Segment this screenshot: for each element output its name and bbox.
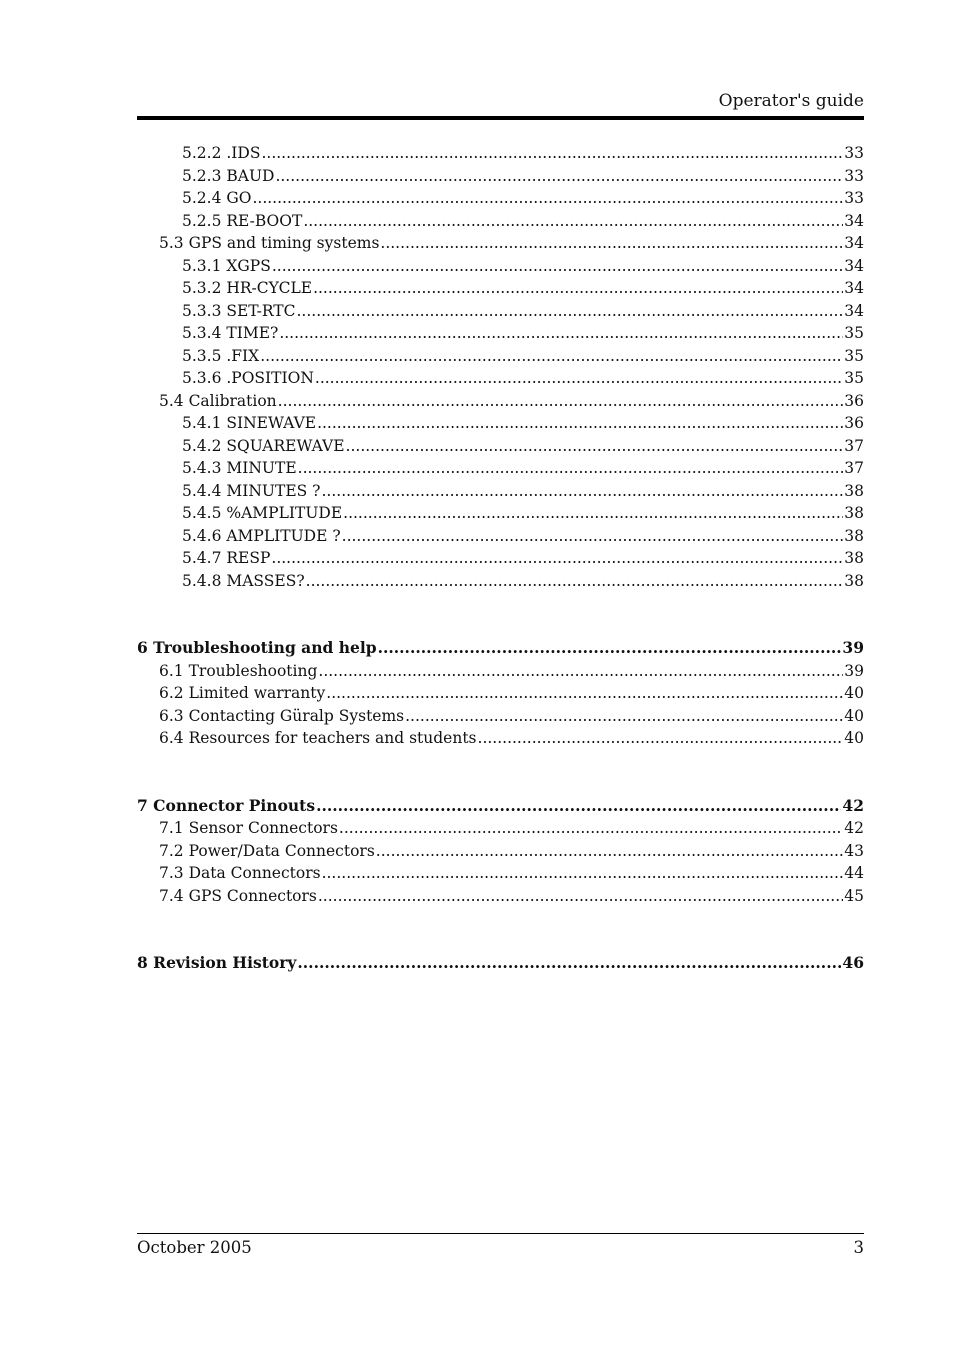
- toc-entry-7-3[interactable]: [137, 862, 864, 885]
- toc-entry-page: 33: [844, 144, 864, 162]
- toc-entry-5-4[interactable]: [137, 390, 864, 413]
- toc-entry-page: 40: [844, 706, 864, 725]
- toc-entry-page: 36: [844, 414, 864, 432]
- toc-entry-page: 38: [844, 504, 864, 522]
- toc-entry-label: 5.2.2 .IDS: [182, 144, 261, 162]
- toc-leader-dots: [318, 660, 843, 683]
- toc-entry-7-1[interactable]: [137, 817, 864, 840]
- table-of-contents: [137, 142, 864, 975]
- toc-leader-dots: [342, 525, 844, 548]
- toc-entry-page: 44: [844, 864, 864, 882]
- toc-leader-dots: [279, 322, 843, 345]
- toc-entry-page: 34: [844, 256, 864, 275]
- toc-entry-label: 5.3.6 .POSITION: [182, 369, 314, 387]
- toc-entry-page: 37: [844, 436, 864, 455]
- toc-entry-label: 7.1 Sensor Connectors: [159, 819, 338, 837]
- toc-entry-label: 5.4.7 RESP: [182, 549, 271, 567]
- toc-entry-label: 5.3.4 TIME?: [182, 324, 279, 342]
- toc-leader-dots: [296, 300, 843, 323]
- running-header-title: Operator's guide: [718, 91, 864, 111]
- toc-entry-5-2-2[interactable]: [137, 142, 864, 165]
- toc-leader-dots: [380, 232, 843, 255]
- toc-entry-5-3-1[interactable]: [137, 255, 864, 278]
- toc-entry-5-2-3[interactable]: [137, 165, 864, 188]
- toc-entry-6-1[interactable]: [137, 660, 864, 683]
- toc-entry-page: 43: [844, 841, 864, 860]
- toc-entry-label: 6 Troubleshooting and help: [137, 638, 377, 657]
- toc-entry-5-4-4[interactable]: [137, 480, 864, 503]
- toc-entry-5-4-1[interactable]: [137, 412, 864, 435]
- toc-entry-6-3[interactable]: [137, 705, 864, 728]
- toc-entry-label: 5.4.8 MASSES?: [182, 571, 305, 590]
- toc-entry-label: 5.4.4 MINUTES ?: [182, 481, 321, 500]
- toc-entry-page: 36: [844, 391, 864, 410]
- toc-leader-dots: [346, 435, 844, 458]
- toc-entry-5-2-5[interactable]: [137, 210, 864, 233]
- toc-leader-dots: [378, 637, 842, 660]
- toc-entry-page: 42: [842, 795, 864, 815]
- toc-entry-label: 5.2.5 RE-BOOT: [182, 211, 303, 230]
- toc-leader-dots: [271, 547, 843, 570]
- toc-chapter-7[interactable]: [137, 795, 864, 818]
- toc-entry-7-2[interactable]: [137, 840, 864, 863]
- toc-entry-label: 5.4.3 MINUTE: [182, 459, 297, 477]
- toc-entry-5-4-3[interactable]: [137, 457, 864, 480]
- toc-entry-label: 6.1 Troubleshooting: [159, 661, 318, 680]
- toc-entry-label: 6.3 Contacting Güralp Systems: [159, 706, 405, 725]
- toc-entry-label: 5.3.2 HR-CYCLE: [182, 279, 313, 297]
- toc-entry-label: 6.4 Resources for teachers and students: [159, 729, 477, 747]
- toc-leader-dots: [322, 862, 844, 885]
- toc-entry-label: 7.4 GPS Connectors: [159, 886, 317, 905]
- toc-entry-label: 6.2 Limited warranty: [159, 684, 326, 702]
- toc-entry-page: 38: [844, 549, 864, 567]
- toc-entry-page: 34: [844, 234, 864, 252]
- toc-entry-5-4-8[interactable]: [137, 570, 864, 593]
- toc-entry-label: 8 Revision History: [137, 953, 297, 972]
- toc-entry-page: 35: [844, 324, 864, 342]
- toc-leader-dots: [322, 480, 844, 503]
- toc-entry-page: 38: [844, 571, 864, 590]
- toc-leader-dots: [339, 817, 843, 840]
- toc-entry-page: 38: [844, 481, 864, 500]
- toc-leader-dots: [306, 570, 844, 593]
- toc-entry-5-3-3[interactable]: [137, 300, 864, 323]
- toc-entry-page: 46: [842, 953, 864, 972]
- toc-leader-dots: [313, 277, 843, 300]
- toc-entry-label: 5.4.6 AMPLITUDE ?: [182, 526, 341, 545]
- toc-entry-page: 38: [844, 526, 864, 545]
- toc-entry-label: 7 Connector Pinouts: [137, 795, 316, 815]
- toc-leader-dots: [298, 457, 844, 480]
- footer-rule: [137, 1233, 864, 1234]
- toc-leader-dots: [478, 727, 844, 750]
- toc-entry-page: 39: [842, 638, 864, 657]
- toc-leader-dots: [317, 412, 843, 435]
- toc-leader-dots: [297, 952, 841, 975]
- toc-leader-dots: [278, 390, 844, 413]
- toc-entry-page: 33: [844, 189, 864, 207]
- toc-entry-5-2-4[interactable]: [137, 187, 864, 210]
- toc-chapter-8[interactable]: [137, 952, 864, 975]
- toc-leader-dots: [272, 255, 843, 278]
- toc-entry-5-3-2[interactable]: [137, 277, 864, 300]
- toc-leader-dots: [303, 210, 843, 233]
- toc-leader-dots: [318, 885, 843, 908]
- toc-leader-dots: [261, 142, 843, 165]
- toc-entry-5-3-4[interactable]: [137, 322, 864, 345]
- toc-entry-label: 5.3.5 .FIX: [182, 346, 260, 365]
- header-rule: [137, 116, 864, 120]
- toc-entry-5-4-2[interactable]: [137, 435, 864, 458]
- toc-entry-label: 7.2 Power/Data Connectors: [159, 841, 375, 860]
- toc-entry-page: 40: [844, 684, 864, 702]
- section-spacer: [137, 592, 864, 637]
- toc-entry-page: 35: [844, 369, 864, 387]
- toc-leader-dots: [252, 187, 843, 210]
- toc-entry-page: 34: [844, 301, 864, 320]
- toc-entry-5-4-7[interactable]: [137, 547, 864, 570]
- toc-entry-label: 5.4 Calibration: [159, 391, 277, 410]
- toc-entry-label: 5.3 GPS and timing systems: [159, 234, 380, 252]
- toc-entry-page: 34: [844, 211, 864, 230]
- toc-entry-label: 5.3.1 XGPS: [182, 256, 271, 275]
- toc-entry-page: 40: [844, 729, 864, 747]
- toc-entry-5-3-6[interactable]: [137, 367, 864, 390]
- toc-leader-dots: [343, 502, 843, 525]
- toc-entry-page: 34: [844, 279, 864, 297]
- toc-entry-page: 35: [844, 346, 864, 365]
- toc-entry-page: 45: [844, 886, 864, 905]
- toc-leader-dots: [316, 795, 841, 818]
- toc-leader-dots: [275, 165, 843, 188]
- toc-entry-5-3[interactable]: [137, 232, 864, 255]
- toc-entry-label: 7.3 Data Connectors: [159, 864, 321, 882]
- toc-entry-label: 5.4.1 SINEWAVE: [182, 414, 317, 432]
- toc-entry-label: 5.2.3 BAUD: [182, 166, 275, 185]
- toc-entry-6-4[interactable]: [137, 727, 864, 750]
- footer-page-number: 3: [853, 1238, 864, 1257]
- toc-leader-dots: [376, 840, 843, 863]
- toc-entry-label: 5.4.2 SQUAREWAVE: [182, 436, 345, 455]
- toc-leader-dots: [405, 705, 843, 728]
- section-spacer: [137, 750, 864, 795]
- toc-entry-5-4-5[interactable]: [137, 502, 864, 525]
- toc-entry-page: 33: [844, 166, 864, 185]
- toc-chapter-6[interactable]: [137, 637, 864, 660]
- toc-entry-5-3-5[interactable]: [137, 345, 864, 368]
- toc-entry-6-2[interactable]: [137, 682, 864, 705]
- toc-leader-dots: [315, 367, 843, 390]
- toc-entry-label: 5.4.5 %AMPLITUDE: [182, 504, 343, 522]
- toc-entry-page: 37: [844, 459, 864, 477]
- toc-entry-5-4-6[interactable]: [137, 525, 864, 548]
- toc-entry-label: 5.2.4 GO: [182, 189, 252, 207]
- toc-leader-dots: [260, 345, 843, 368]
- toc-entry-label: 5.3.3 SET-RTC: [182, 301, 296, 320]
- toc-entry-page: 42: [844, 819, 864, 837]
- toc-entry-page: 39: [844, 661, 864, 680]
- footer-date: October 2005: [137, 1238, 252, 1257]
- toc-entry-7-4[interactable]: [137, 885, 864, 908]
- toc-leader-dots: [326, 682, 843, 705]
- section-spacer: [137, 907, 864, 952]
